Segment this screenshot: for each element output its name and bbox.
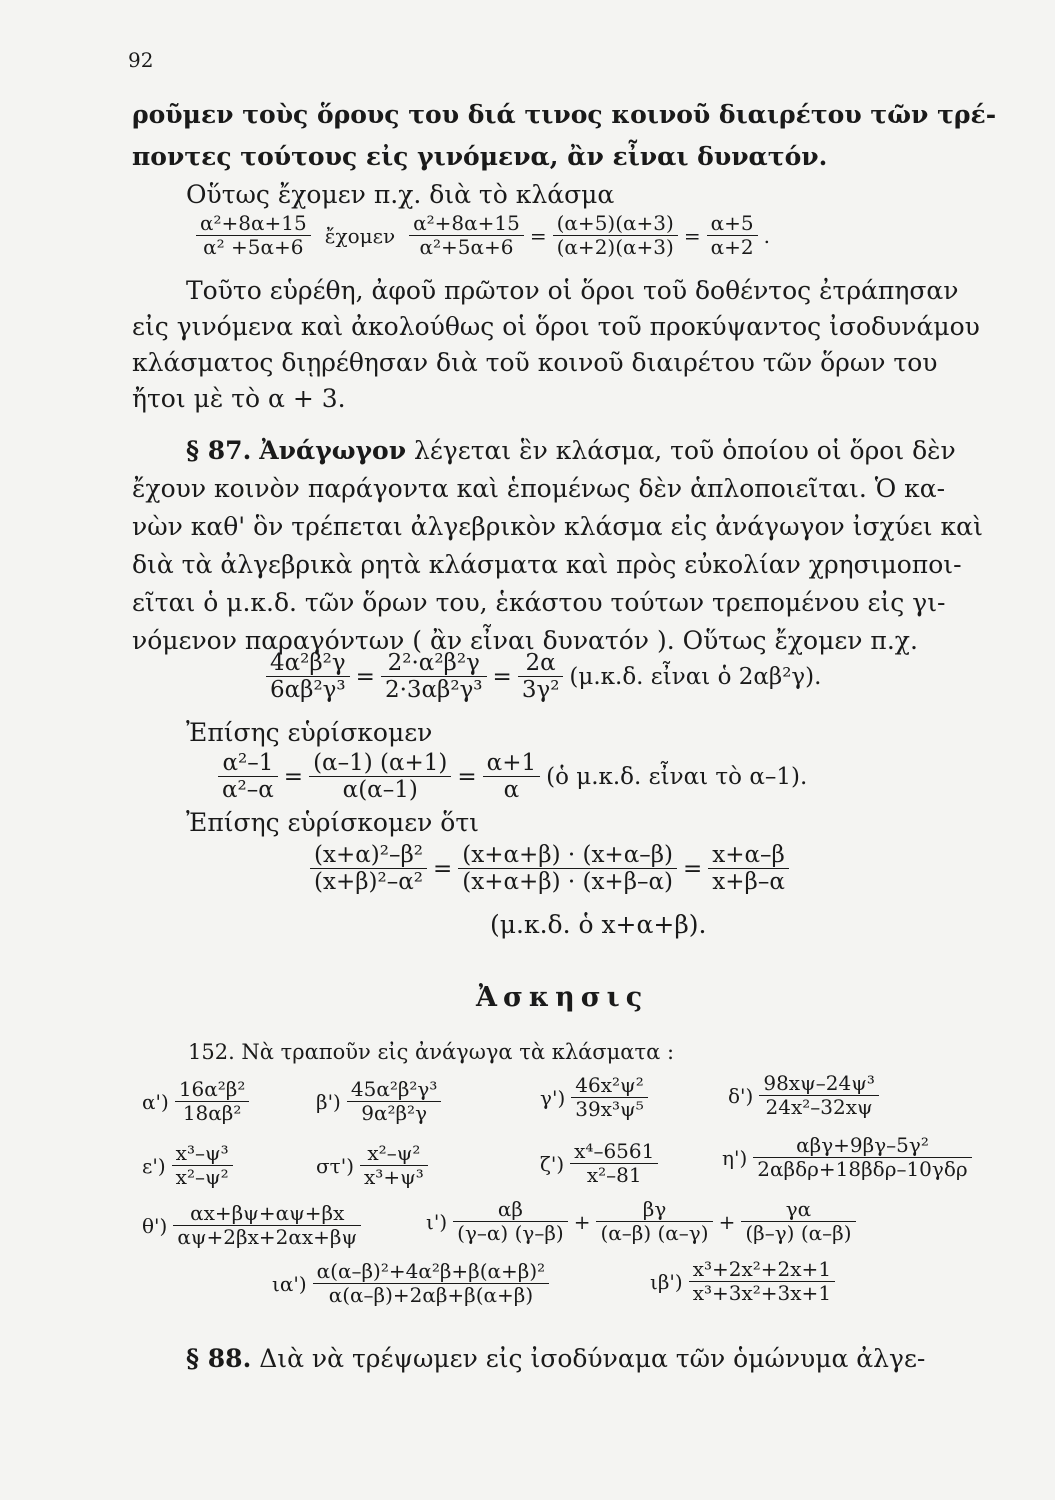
- example4-note: (μ.κ.δ. ὁ x+α+β).: [490, 910, 707, 939]
- exercise-d: δ') $\frac{\text{98xψ–24ψ³}}{\text{24x²–32xψ}}$: [728, 1072, 879, 1119]
- example1-formula: $\frac{\text{α²+8α+15}}{\text{α² +5α+6}}$ ἔχομεν $\frac{\text{α²+8α+15}}{\text{α²+5α+6}}$ = $\frac{(\alpha+5)(\alpha+3)}{(\alpha+2)(\alpha+3)}$ = $\frac{\alpha+5}{\alpha+2}$ .: [196, 212, 770, 259]
- exercises-heading: Ἀσκησις: [476, 982, 649, 1013]
- example3-formula: $\frac{\text{α²–1}}{\text{α²–α}}$ = $\frac{(\alpha-1) (\alpha+1)}{\alpha(\alpha-1)}$ = $\frac{\alpha+1}{\alpha}$ (ὁ μ.κ.δ. εἶναι τὸ α–1).: [218, 750, 807, 804]
- para2-line3: κλάσματος διῃρέθησαν διὰ τοῦ κοινοῦ διαιρέτου τῶν ὅρων του: [132, 348, 938, 377]
- fraction: $\frac{2\alpha}{\text{3γ²}}$: [518, 650, 564, 704]
- exercise-th: θ') $\frac{\alpha x+\beta\psi+\alpha\psi+\beta x}{\alpha\psi+2\beta x+2\alpha x+\beta\psi}$: [142, 1202, 361, 1249]
- page-number: 92: [128, 48, 154, 72]
- section-87-line4: διὰ τὰ ἀλγεβρικὰ ρητὰ κλάσματα καὶ πρὸς εὐκολίαν χρησιμοποι-: [132, 550, 962, 579]
- section-87-line5: εῖται ὁ μ.κ.δ. τῶν ὅρων του, ἑκάστου τούτων τρεπομένου εἰς γι-: [132, 588, 946, 617]
- section-87-line3: νὼν καθ' ὃν τρέπεται ἀλγεβρικὸν κλάσμα εἰς ἀνάγωγον ἰσχύει καὶ: [132, 512, 983, 541]
- example2-formula: $\frac{\text{4α²β²γ}}{\text{6αβ²γ³}}$ = $\frac{\text{2²·α²β²γ}}{\text{2·3αβ²γ³}}$ = $\frac{2\alpha}{\text{3γ²}}$ (μ.κ.δ. εἶναι ὁ 2αβ²γ).: [266, 650, 821, 704]
- example3-intro: Ἐπίσης εὑρίσκομεν: [186, 718, 433, 747]
- section-number: § 88.: [186, 1344, 252, 1373]
- fraction: $\frac{\text{α²+8α+15}}{\text{α²+5α+6}}$: [409, 212, 524, 259]
- exercise-ib: ιβ') $\frac{\text{x³+2x²+2x+1}}{\text{x³+3x²+3x+1}}$: [650, 1258, 835, 1305]
- fraction: $\frac{x+\alpha-\beta}{x+\beta-\alpha}$: [708, 842, 789, 896]
- exercise-c: γ') $\frac{\text{46x²ψ²}}{\text{39x³ψ⁵}}$: [540, 1074, 648, 1121]
- para1-line1: ροῦμεν τοὺς ὅρους του διά τινος κοινοῦ διαιρέτου τῶν τρέ-: [132, 100, 997, 129]
- exercise-a: α') $\frac{\text{16α²β²}}{\text{18αβ²}}$: [142, 1078, 249, 1125]
- exercise-i: ι') $\frac{\alpha\beta}{(\gamma-\alpha) (\gamma-\beta)}$ + $\frac{\beta\gamma}{(\alpha-\beta) (\alpha-\gamma)}$ + $\frac{\gamma\alpha}{(\beta-\gamma) (\alpha-\beta)}$: [426, 1198, 856, 1245]
- para1-line2: ποντες τούτους εἰς γινόμενα, ἂν εἶναι δυνατόν.: [132, 142, 828, 171]
- section-term: Ἀνάγωγον: [259, 436, 407, 465]
- fraction: $\frac{(x+\alpha+\beta) \cdot (x+\alpha-\beta)}{(x+\alpha+\beta) \cdot (x+\beta-\alpha)}$: [458, 842, 677, 896]
- example4-intro: Ἐπίσης εὑρίσκομεν ὅτι: [186, 808, 479, 837]
- exercise-h: η') $\frac{\text{αβγ+9βγ–5γ²}}{\text{2αβδρ+18βδρ–10γδρ}}$: [722, 1134, 972, 1181]
- section-87-line6: νόμενον παραγόντων ( ἂν εἶναι δυνατόν ). Οὕτως ἔχομεν π.χ.: [132, 626, 918, 655]
- exercise-z: ζ') $\frac{\text{x⁴–6561}}{\text{x²–81}}$: [540, 1140, 658, 1187]
- fraction: $\frac{\text{α²+8α+15}}{\text{α² +5α+6}}$: [196, 212, 311, 259]
- para2-line1: Τοῦτο εὑρέθη, ἀφοῦ πρῶτον οἱ ὅροι τοῦ δοθέντος ἐτράπησαν: [186, 276, 959, 305]
- fraction: $\frac{\alpha+5}{\alpha+2}$: [707, 212, 758, 259]
- para2-line2: εἰς γινόμενα καὶ ἀκολούθως οἱ ὅροι τοῦ προκύψαντος ἰσοδυνάμου: [132, 312, 980, 341]
- exercise-e: ε') $\frac{\text{x³–ψ³}}{\text{x²–ψ²}}$: [142, 1142, 233, 1189]
- section-87-line2: ἔχουν κοινὸν παράγοντα καὶ ἑπομένως δὲν ἁπλοποιεῖται. Ὁ κα-: [132, 474, 946, 503]
- example1-intro: Οὕτως ἔχομεν π.χ. διὰ τὸ κλάσμα: [186, 180, 615, 209]
- exercise-ia: ια') $\frac{\text{α(α–β)²+4α²β+β(α+β)²}}{\alpha(\alpha-\beta)+2\alpha\beta+\beta(\alpha+\beta)}$: [272, 1260, 549, 1307]
- section-87-line1: § 87. Ἀνάγωγον λέγεται ἓν κλάσμα, τοῦ ὁποίου οἱ ὅροι δὲν: [186, 436, 956, 465]
- fraction: $\frac{\alpha+1}{\alpha}$: [483, 750, 540, 804]
- fraction: $\frac{\text{4α²β²γ}}{\text{6αβ²γ³}}$: [266, 650, 350, 704]
- section-88-line1: § 88. Διὰ νὰ τρέψωμεν εἰς ἰσοδύναμα τῶν ὁμώνυμα ἀλγε-: [186, 1344, 926, 1373]
- fraction: $\frac{\text{(x+α)²–β²}}{\text{(x+β)²–α²}}$: [310, 842, 427, 896]
- fraction: $\frac{\text{2²·α²β²γ}}{\text{2·3αβ²γ³}}$: [381, 650, 487, 704]
- section-number: § 87.: [186, 436, 252, 465]
- fraction: $\frac{(\alpha+5)(\alpha+3)}{(\alpha+2)(\alpha+3)}$: [553, 212, 678, 259]
- exercise-prompt: 152. Νὰ τραποῦν εἰς ἀνάγωγα τὰ κλάσματα :: [188, 1040, 675, 1064]
- example4-formula: $\frac{\text{(x+α)²–β²}}{\text{(x+β)²–α²}}$ = $\frac{(x+\alpha+\beta) \cdot (x+\alpha-\beta)}{(x+\alpha+\beta) \cdot (x+\beta-\alpha)}$ = $\frac{x+\alpha-\beta}{x+\beta-\alpha}$: [310, 842, 789, 896]
- fraction: $\frac{\text{α²–1}}{\text{α²–α}}$: [218, 750, 278, 804]
- fraction: $\frac{(\alpha-1) (\alpha+1)}{\alpha(\alpha-1)}$: [309, 750, 451, 804]
- para2-line4: ἤτοι μὲ τὸ α + 3.: [132, 384, 346, 413]
- exercise-b: β') $\frac{\text{45α²β²γ³}}{\text{9α²β²γ}}$: [316, 1078, 441, 1125]
- exercise-st: στ') $\frac{\text{x²–ψ²}}{\text{x³+ψ³}}$: [316, 1142, 428, 1189]
